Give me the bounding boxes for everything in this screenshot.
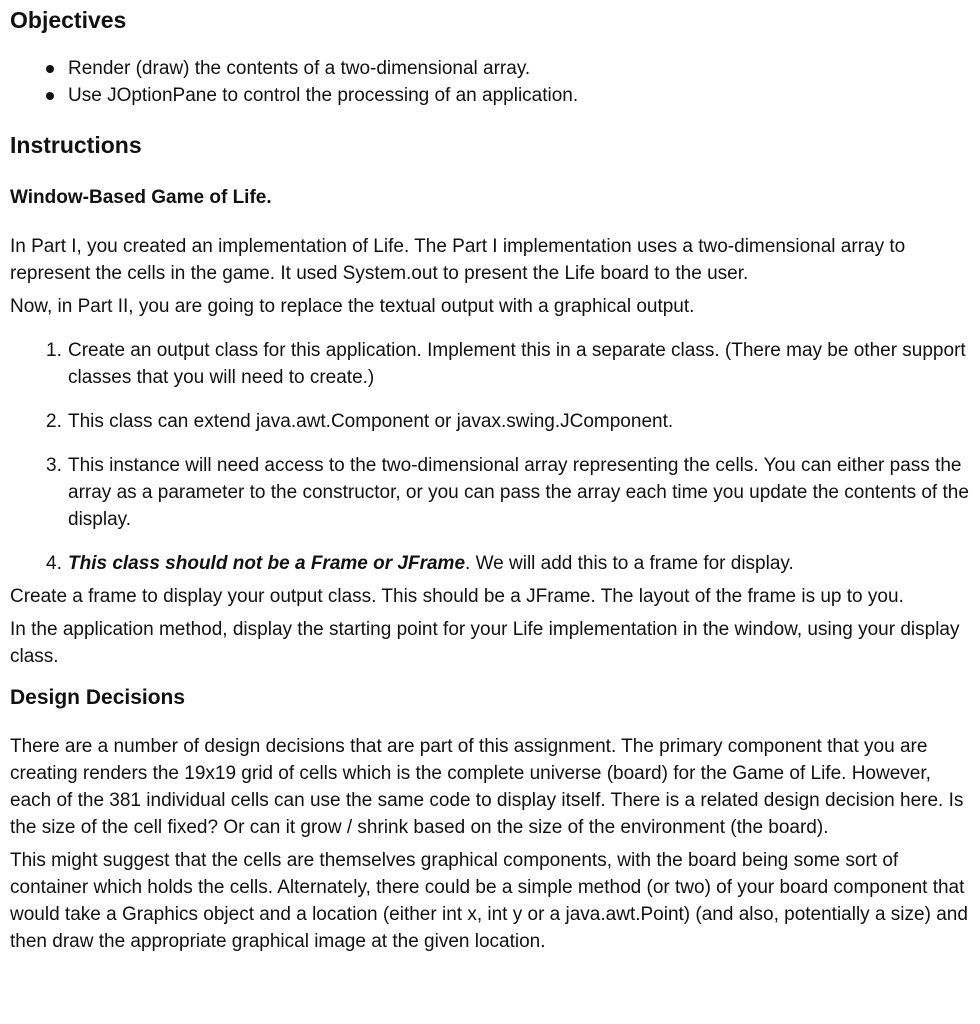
step-number: 4. — [46, 553, 62, 574]
intro-paragraph-1: In Part I, you created an implementation of Life. The Part I implementation uses a two-dimensional array to represent the cells in the game. It used System.out to present the Life board to the user. — [10, 236, 906, 284]
objective-item — [10, 55, 970, 82]
objectives-list — [10, 55, 970, 109]
step-text: This class can extend java.awt.Component or javax.swing.JComponent. — [68, 411, 674, 432]
step-number: 2. — [46, 411, 62, 432]
step-item — [10, 452, 970, 533]
step-text: This instance will need access to the two-dimensional array representing the cells. You can either pass the array as a parameter to the constructor, or you can pass the array each time you update the contents of the display. — [68, 455, 969, 530]
objectives-heading: Objectives — [10, 7, 127, 33]
step-text: Create an output class for this application. Implement this in a separate class. (There may be other support classes that you will need to create.) — [68, 340, 966, 388]
objective-text: Use JOptionPane to control the processing of an application. — [68, 85, 579, 106]
bullet-icon — [46, 92, 54, 100]
design-decisions-heading: Design Decisions — [10, 686, 186, 709]
design-paragraph-2: This might suggest that the cells are themselves graphical components, with the board being some sort of container which holds the cells. Alternately, there could be a simple method (or two) of your board component that would take a Graphics object and a location (either int x, int y or a java.awt.Point) (and also, potentially a size) and then draw the appropriate graphical image at the given location. — [10, 850, 968, 952]
bullet-icon — [46, 65, 54, 73]
steps-list — [10, 337, 970, 577]
intro-paragraph-2: Now, in Part II, you are going to replace the textual output with a graphical output. — [10, 296, 695, 317]
step-emphasis: This class should not be a Frame or JFrame — [68, 553, 466, 574]
step-number: 3. — [46, 455, 62, 476]
step-item — [10, 408, 970, 435]
design-paragraph-1: There are a number of design decisions that are part of this assignment. The primary component that you are creating renders the 19x19 grid of cells which is the complete universe (board) for the Game of Life. However, each of the 381 individual cells can use the same code to display itself. There is a related design decision here. Is the size of the cell fixed? Or can it grow / shrink based on the size of the environment (the board). — [10, 736, 964, 838]
step-item — [10, 337, 970, 391]
objective-text: Render (draw) the contents of a two-dimensional array. — [68, 58, 531, 79]
objective-item — [10, 82, 970, 109]
application-paragraph: In the application method, display the starting point for your Life implementation in the window, using your display class. — [10, 619, 960, 667]
frame-paragraph: Create a frame to display your output class. This should be a JFrame. The layout of the frame is up to you. — [10, 586, 904, 607]
instructions-heading: Instructions — [10, 132, 142, 158]
window-game-subheading: Window-Based Game of Life. — [10, 187, 272, 208]
step-item — [10, 550, 970, 577]
step-number: 1. — [46, 340, 62, 361]
step-text: . We will add this to a frame for display. — [465, 553, 794, 574]
